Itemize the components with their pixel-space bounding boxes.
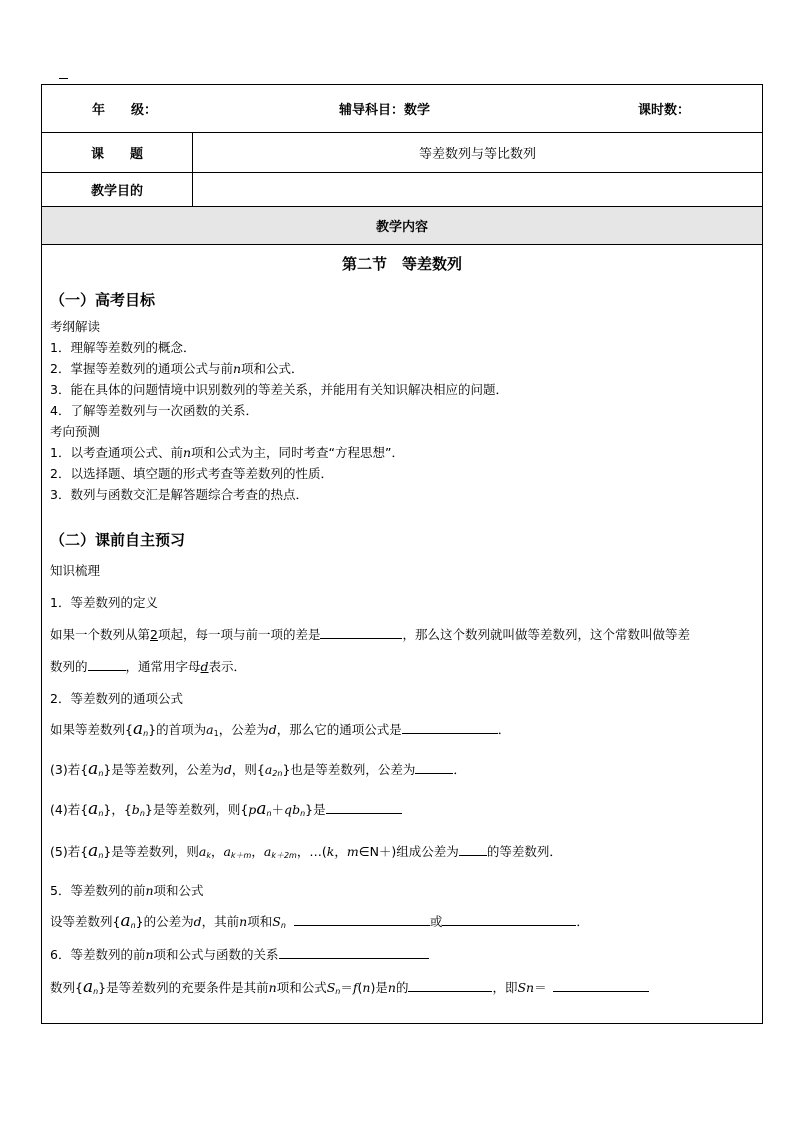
var-n: n bbox=[182, 445, 192, 460]
part1-sub2: 考向预测 bbox=[50, 424, 101, 439]
text: ． bbox=[576, 914, 589, 929]
sub-n: n bbox=[335, 987, 341, 996]
var-a: a bbox=[198, 844, 207, 859]
sub-n: n bbox=[130, 921, 136, 930]
text: ，则{ bbox=[231, 762, 265, 777]
text: ＝ bbox=[534, 980, 547, 995]
text: ，…( bbox=[296, 844, 327, 859]
goal-row bbox=[42, 173, 762, 207]
var-m: m bbox=[346, 844, 359, 859]
sub-n: n bbox=[93, 987, 99, 996]
var-k: k bbox=[326, 844, 335, 859]
text: ，通常用字母 bbox=[125, 659, 201, 674]
text: 项和公式 bbox=[276, 980, 327, 995]
text: ，即 bbox=[492, 980, 518, 995]
sub-n: n bbox=[266, 809, 272, 818]
text: 或 bbox=[429, 914, 443, 929]
var-a: a bbox=[88, 759, 99, 779]
blank-3[interactable] bbox=[402, 721, 498, 734]
text: 5．等差数列的前 bbox=[50, 883, 146, 898]
blank-11[interactable] bbox=[553, 979, 649, 992]
text: }的公差为 bbox=[135, 914, 194, 929]
var-n: n bbox=[232, 361, 242, 376]
blank-10[interactable] bbox=[408, 979, 492, 992]
blank-9[interactable] bbox=[279, 946, 429, 959]
text: 项和公式为主，同时考查“方程思想”． bbox=[191, 445, 404, 460]
lesson-plan-table bbox=[41, 84, 763, 1024]
sub-1: 1 bbox=[213, 729, 219, 738]
sub-n: n bbox=[139, 809, 145, 818]
s2-title: 2．等差数列的通项公式 bbox=[50, 691, 183, 706]
part1-item-1: 1．理解等差数列的概念． bbox=[50, 340, 196, 355]
text: 的 bbox=[395, 980, 409, 995]
var-a: a bbox=[82, 977, 94, 997]
text: ＋ bbox=[271, 802, 285, 817]
text: 项和公式与函数的关系 bbox=[153, 947, 279, 962]
s5-title bbox=[50, 881, 204, 899]
var-n: n bbox=[387, 980, 396, 995]
blank-5[interactable] bbox=[326, 801, 402, 814]
var-d: d bbox=[268, 722, 277, 737]
sub-k-m: k＋m bbox=[230, 851, 252, 860]
text: (3)若{ bbox=[50, 762, 89, 777]
sub-2n: 2n bbox=[272, 769, 283, 778]
text: }是等差数列的充要条件是其前 bbox=[98, 980, 269, 995]
text: 设等差数列{ bbox=[50, 914, 121, 929]
hours-label: 课时数： bbox=[638, 103, 691, 118]
blank-1[interactable] bbox=[320, 626, 402, 639]
var-d: d bbox=[193, 914, 202, 929]
text: ，那么它的通项公式是 bbox=[276, 722, 402, 737]
s2-line bbox=[50, 719, 510, 739]
s5-line bbox=[50, 911, 589, 931]
p4-line bbox=[50, 799, 402, 819]
p5-line bbox=[50, 841, 562, 861]
text: 2．掌握等差数列的通项公式与前 bbox=[50, 361, 233, 376]
sub-n: n bbox=[280, 921, 286, 930]
top-mark bbox=[59, 78, 68, 79]
var-s: S bbox=[326, 980, 336, 995]
var-q: q bbox=[284, 802, 293, 817]
var-sn: Sn bbox=[517, 980, 535, 995]
topic-label: 课 题 bbox=[90, 147, 143, 162]
blank-6[interactable] bbox=[459, 843, 487, 856]
sub-n: n bbox=[98, 769, 104, 778]
letter-d: d bbox=[200, 659, 209, 674]
var-n: n bbox=[268, 980, 277, 995]
var-n: n bbox=[362, 980, 371, 995]
var-n: n bbox=[145, 947, 154, 962]
goal-label: 教学目的 bbox=[90, 184, 143, 199]
p3-line bbox=[50, 759, 466, 779]
blank-7[interactable] bbox=[294, 913, 430, 926]
content-header-row bbox=[42, 207, 762, 245]
s7-line bbox=[50, 977, 649, 997]
underlined-number: 2 bbox=[150, 627, 158, 642]
s1-line-2 bbox=[50, 657, 246, 675]
text: 项和公式 bbox=[153, 883, 204, 898]
var-a: a bbox=[264, 762, 273, 777]
goal-value bbox=[193, 173, 762, 206]
text: )是 bbox=[370, 980, 388, 995]
part2-heading: （二）课前自主预习 bbox=[50, 531, 186, 549]
text: 表示． bbox=[208, 659, 247, 674]
text: 如果一个数列从第 bbox=[50, 627, 151, 642]
var-a: a bbox=[88, 799, 99, 819]
text: 6．等差数列的前 bbox=[50, 947, 146, 962]
text: 如果等差数列{ bbox=[50, 722, 133, 737]
text: ，那么这个数列就叫做等差数列，这个常数叫做等差 bbox=[402, 627, 690, 642]
text: ，其前 bbox=[201, 914, 240, 929]
text: 的等差数列． bbox=[486, 844, 562, 859]
var-d: d bbox=[223, 762, 232, 777]
text: }，{ bbox=[103, 802, 132, 817]
section-title: 第二节 等差数列 bbox=[341, 255, 462, 273]
var-f: f bbox=[352, 980, 358, 995]
text: ， bbox=[251, 844, 264, 859]
grade-label: 年 级： bbox=[92, 103, 158, 118]
var-n: n bbox=[145, 883, 154, 898]
text: 项和公式． bbox=[241, 361, 304, 376]
part1-item2-1 bbox=[50, 443, 404, 461]
s1-title: 1．等差数列的定义 bbox=[50, 595, 158, 610]
sub-n: n bbox=[143, 729, 149, 738]
sub-n: n bbox=[300, 809, 306, 818]
text: ． bbox=[497, 722, 511, 737]
topic-row bbox=[42, 133, 762, 173]
header-row bbox=[42, 85, 762, 133]
part1-item-3: 3．能在具体的问题情境中识别数列的等差关系，并能用有关知识解决相应的问题． bbox=[50, 382, 508, 397]
var-a: a bbox=[256, 799, 267, 819]
text: 数列的 bbox=[50, 659, 88, 674]
part1-sub1: 考纲解读 bbox=[50, 319, 101, 334]
text: }是等差数列，公差为 bbox=[103, 762, 224, 777]
text: }也是等差数列，公差为 bbox=[282, 762, 416, 777]
sub-k: k bbox=[206, 851, 211, 860]
topic-value: 等差数列与等比数列 bbox=[418, 147, 536, 162]
var-n: n bbox=[239, 914, 248, 929]
var-a: a bbox=[88, 841, 99, 861]
text: }是等差数列，则{ bbox=[144, 802, 249, 817]
text: }是等差数列，则 bbox=[103, 844, 199, 859]
var-s: S bbox=[272, 914, 281, 929]
var-a: a bbox=[132, 719, 144, 739]
text: ∈N＋)组成公差为 bbox=[358, 844, 459, 859]
part1-item2-3: 3．数列与函数交汇是解答题综合考查的热点． bbox=[50, 487, 308, 502]
part1-item-2 bbox=[50, 359, 304, 377]
sub-n: n bbox=[98, 809, 104, 818]
var-b: b bbox=[292, 802, 301, 817]
text: ． bbox=[453, 762, 466, 777]
blank-8[interactable] bbox=[442, 913, 576, 926]
s1-line-1 bbox=[50, 625, 690, 643]
text: 1．以考查通项公式、前 bbox=[50, 445, 183, 460]
text: 项起，每一项与前一项的差是 bbox=[157, 627, 321, 642]
sub-k-2m: k＋2m bbox=[271, 851, 297, 860]
part1-item-4: 4．了解等差数列与一次函数的关系． bbox=[50, 403, 258, 418]
subject-label: 辅导科目：数学 bbox=[339, 103, 431, 118]
part1-item2-2: 2．以选择题、填空题的形式考查等差数列的性质． bbox=[50, 466, 333, 481]
text: 数列{ bbox=[50, 980, 83, 995]
text: ， bbox=[334, 844, 347, 859]
var-b: b bbox=[131, 802, 140, 817]
s6-title bbox=[50, 945, 429, 963]
text: (4)若{ bbox=[50, 802, 89, 817]
var-a: a bbox=[206, 722, 214, 737]
text: ， bbox=[210, 844, 224, 859]
content-header: 教学内容 bbox=[375, 220, 428, 235]
blank-4[interactable] bbox=[415, 761, 453, 774]
blank-2[interactable] bbox=[88, 658, 126, 671]
var-a: a bbox=[263, 844, 272, 859]
text: ＝ bbox=[340, 980, 353, 995]
sub-n: n bbox=[98, 851, 104, 860]
var-a: a bbox=[223, 844, 231, 859]
text: ( bbox=[357, 980, 363, 995]
text: }的首项为 bbox=[148, 722, 207, 737]
part2-sub: 知识梳理 bbox=[50, 563, 101, 578]
var-a: a bbox=[120, 911, 131, 931]
text: }是 bbox=[305, 802, 326, 817]
text: ，公差为 bbox=[218, 722, 269, 737]
text: (5)若{ bbox=[50, 844, 89, 859]
var-p: p bbox=[248, 802, 257, 817]
text: 项和 bbox=[247, 914, 273, 929]
part1-heading: （一）高考目标 bbox=[50, 291, 156, 309]
